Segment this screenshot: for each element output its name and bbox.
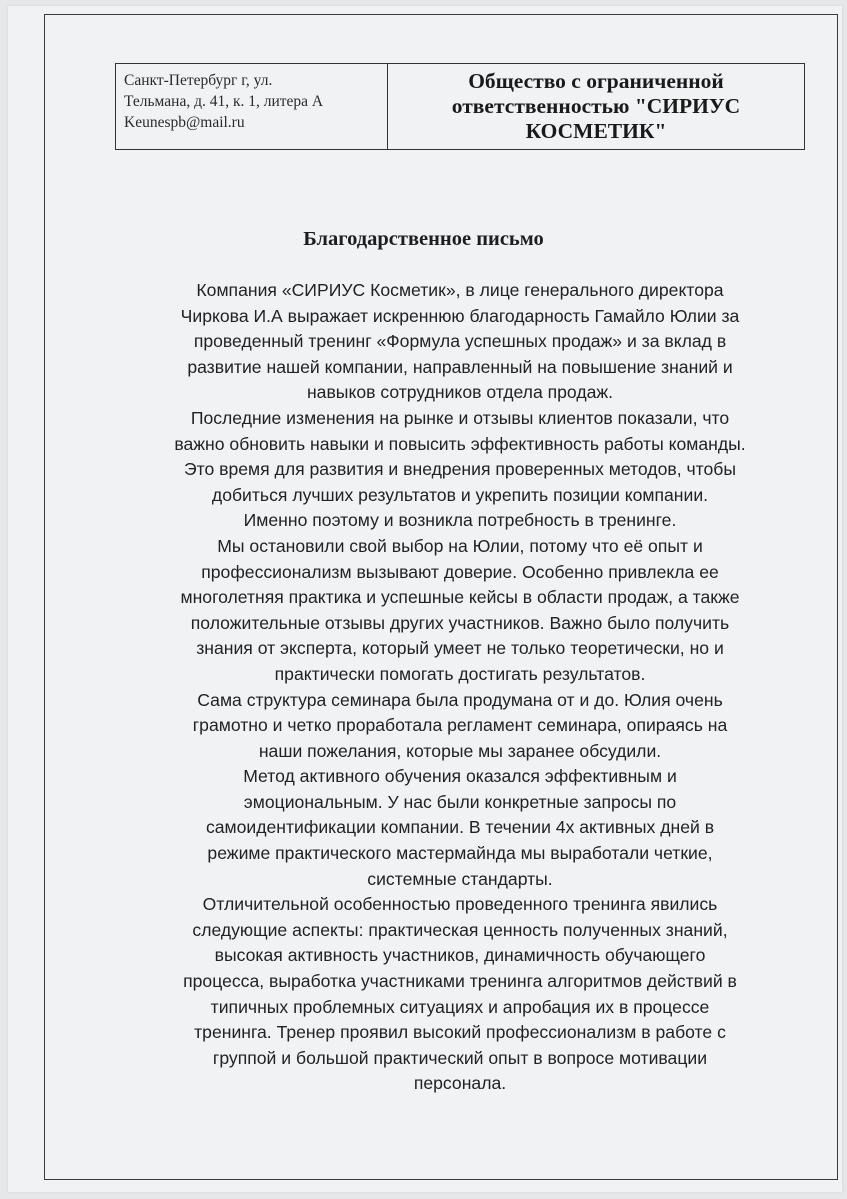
body-line: проведенный тренинг «Формула успешных продаж» и за вклад в: [193, 331, 727, 352]
body-line: Это время для развития и внедрения проверенных методов, чтобы: [183, 459, 737, 480]
body-line: высокая активность участников, динамичность обучающего: [214, 945, 706, 966]
body-line: Отличительной особенностью проведенного тренинга явились: [202, 894, 718, 915]
address-line-city: Санкт-Петербург г, ул.: [124, 72, 273, 89]
company-email: Keunespb@mail.ru: [124, 114, 245, 131]
body-line: практически помогать достигать результатов.: [274, 663, 646, 684]
body-line: навыков сотрудников отдела продаж.: [306, 382, 614, 403]
letter-body: [90, 278, 830, 1097]
body-line: персонала.: [413, 1073, 507, 1094]
body-line: Последние изменения на рынке и отзывы клиентов показали, что: [190, 407, 730, 428]
company-name-line: КОСМЕТИК": [525, 119, 667, 143]
body-line: следующие аспекты: практическая ценность полученных знаний,: [192, 919, 728, 940]
body-line: эмоциональным. У нас были конкретные запросы по: [243, 791, 677, 812]
body-line: развитие нашей компании, направленный на повышение знаний и: [187, 356, 733, 377]
letterhead-table: [115, 63, 805, 150]
body-line: режиме практического мастермайнда мы выработали четкие,: [207, 843, 713, 864]
body-line: Компания «СИРИУС Косметик», в лице генерального директора: [196, 280, 724, 300]
body-line: группой и большой практический опыт в вопросе мотивации: [212, 1047, 708, 1068]
body-line: положительные отзывы других участников. Важно было получить: [190, 612, 730, 633]
company-name-cell: [388, 64, 804, 149]
body-line: процесса, выработка участниками тренинга алгоритмов действий в: [183, 971, 737, 992]
company-name-line: Общество с ограниченной: [468, 69, 724, 93]
body-line: профессионализм вызывают доверие. Особенно привлекла ее: [201, 561, 719, 582]
company-name-line: ответственностью "СИРИУС: [451, 94, 741, 118]
body-line: наши пожелания, которые мы заранее обсудили.: [258, 740, 662, 761]
body-line: Чиркова И.А выражает искреннюю благодарность Гамайло Юлии за: [180, 305, 740, 326]
body-line: знания от эксперта, который умеет не только теоретически, но и: [196, 638, 724, 659]
body-line: важно обновить навыки и повысить эффективность работы команды.: [174, 433, 746, 454]
body-line: добиться лучших результатов и укрепить позиции компании.: [211, 484, 709, 505]
body-line: многолетняя практика и успешные кейсы в области продаж, а также: [180, 587, 740, 608]
body-line: типичных проблемных ситуациях и апробация их в процессе: [210, 996, 710, 1017]
address-line-street: Тельмана, д. 41, к. 1, литера А: [124, 93, 324, 110]
body-line: Метод активного обучения оказался эффективным и: [243, 766, 677, 787]
company-address-cell: [116, 64, 388, 149]
letter-title: Благодарственное письмо: [303, 228, 544, 250]
body-line: Мы остановили свой выбор на Юлии, потому что её опыт и: [217, 535, 703, 556]
body-line: Сама структура семинара была продумана от и до. Юлия очень: [197, 689, 723, 710]
body-line: грамотно и четко проработала регламент семинара, опираясь на: [192, 715, 728, 736]
body-line: самоидентификации компании. В течении 4х активных дней в: [205, 817, 715, 838]
body-line: системные стандарты.: [367, 868, 553, 889]
body-line: тренинга. Тренер проявил высокий профессионализм в работе с: [194, 1022, 726, 1043]
body-line: Именно поэтому и возникла потребность в тренинге.: [243, 510, 677, 531]
